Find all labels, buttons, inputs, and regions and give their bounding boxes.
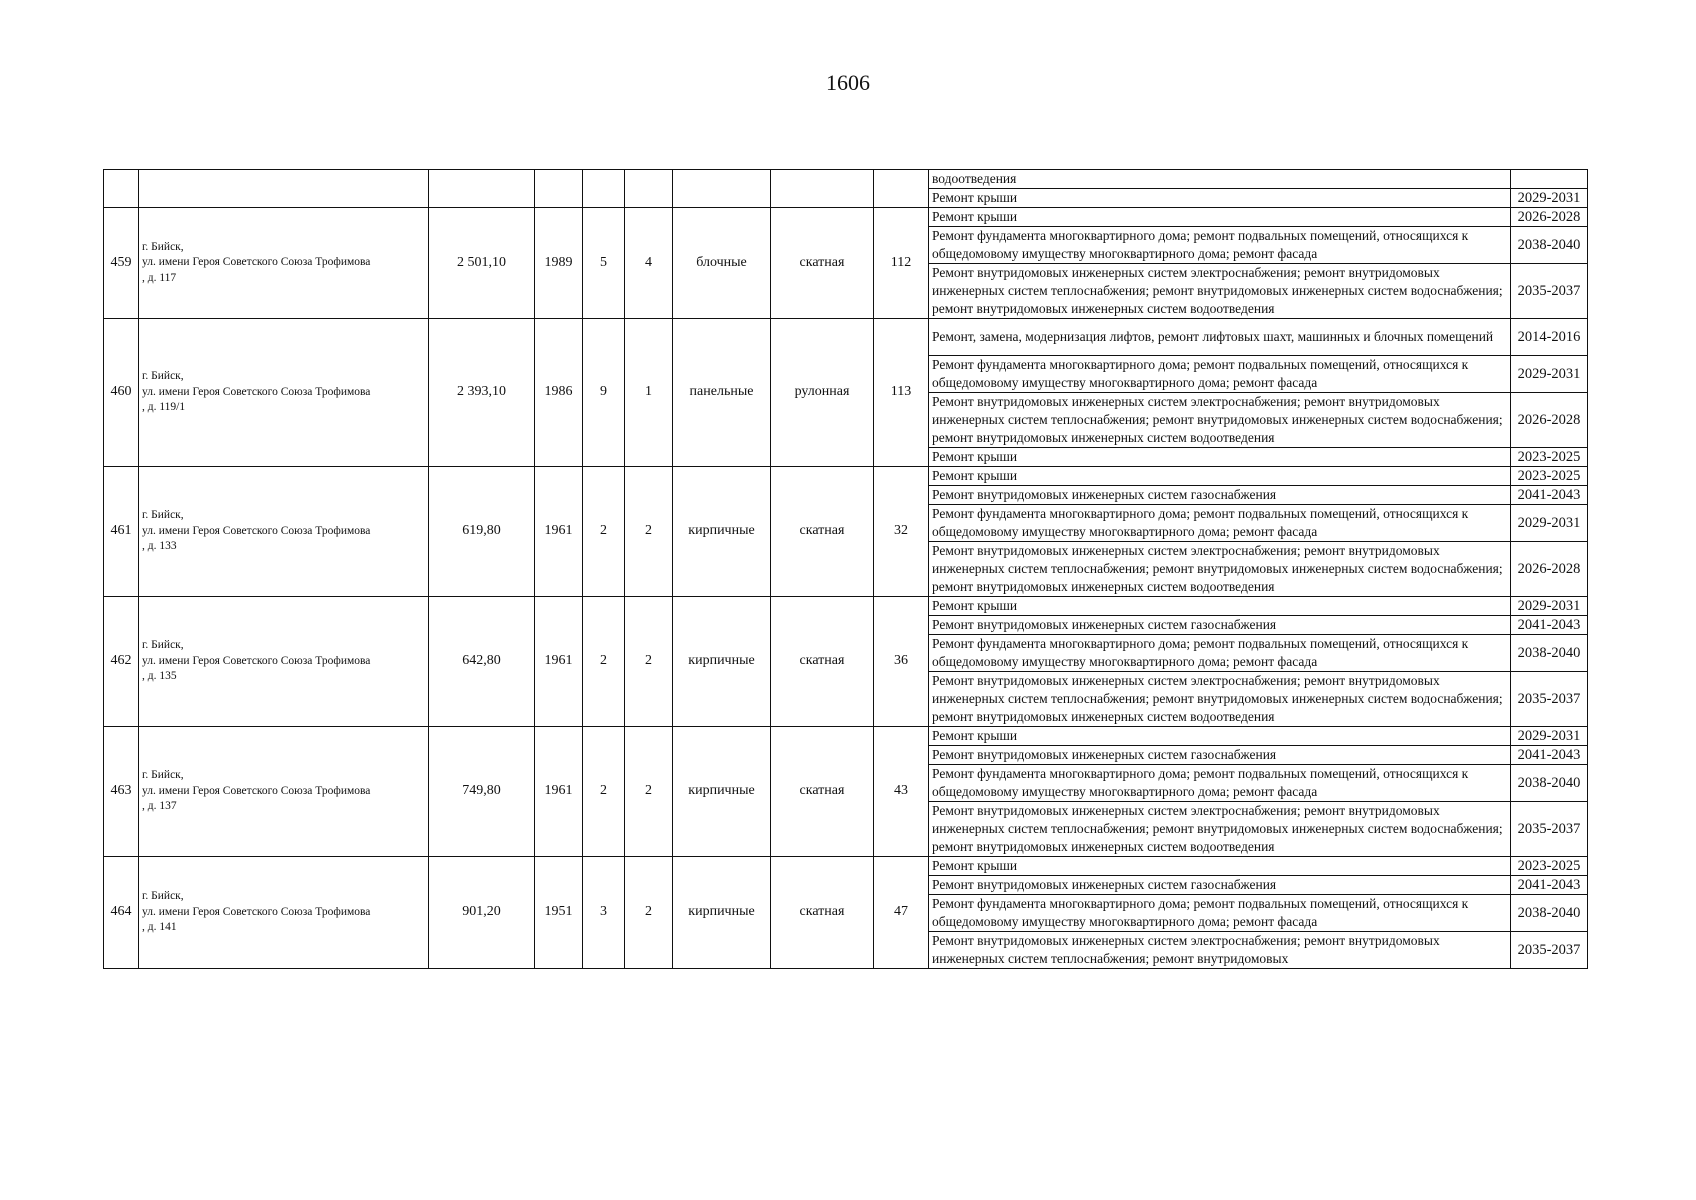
repair-schedule-table bbox=[103, 169, 1588, 969]
floor-count: 9 bbox=[583, 319, 625, 467]
work-type-cell: Ремонт фундамента многоквартирного дома; ремонт подвальных помещений, относящихся к общедомовому имуществу многоквартирного дома; ремонт фасада bbox=[929, 765, 1511, 802]
work-type-cell: Ремонт фундамента многоквартирного дома; ремонт подвальных помещений, относящихся к общедомовому имуществу многоквартирного дома; ремонт фасада bbox=[929, 505, 1511, 542]
period-cell: 2038-2040 bbox=[1511, 635, 1588, 672]
work-type-cell: Ремонт фундамента многоквартирного дома; ремонт подвальных помещений, относящихся к общедомовому имуществу многоквартирного дома; ремонт фасада bbox=[929, 895, 1511, 932]
house-number: 459 bbox=[104, 208, 139, 319]
house-row bbox=[104, 597, 1588, 616]
empty-cell bbox=[874, 170, 929, 208]
work-type-cell: Ремонт крыши bbox=[929, 189, 1511, 208]
build-year: 1961 bbox=[535, 467, 583, 597]
entrance-count: 4 bbox=[625, 208, 673, 319]
work-type-cell: Ремонт внутридомовых инженерных систем электроснабжения; ремонт внутридомовых инженерных систем теплоснабжения; ремонт внутридомовых bbox=[929, 932, 1511, 969]
floor-count: 3 bbox=[583, 857, 625, 969]
period-cell: 2029-2031 bbox=[1511, 189, 1588, 208]
period-cell: 2029-2031 bbox=[1511, 727, 1588, 746]
work-type-cell: Ремонт внутридомовых инженерных систем газоснабжения bbox=[929, 876, 1511, 895]
empty-cell bbox=[771, 170, 874, 208]
empty-cell bbox=[625, 170, 673, 208]
address-line: г. Бийск, bbox=[142, 639, 184, 652]
period-cell: 2026-2028 bbox=[1511, 208, 1588, 227]
address-line: ул. имени Героя Советского Союза Трофимова bbox=[142, 524, 371, 537]
floor-count: 5 bbox=[583, 208, 625, 319]
apartment-count: 36 bbox=[874, 597, 929, 727]
wall-material: панельные bbox=[673, 319, 771, 467]
period-cell: 2041-2043 bbox=[1511, 486, 1588, 505]
entrance-count: 2 bbox=[625, 727, 673, 857]
total-area: 619,80 bbox=[429, 467, 535, 597]
floor-count: 2 bbox=[583, 727, 625, 857]
wall-material: блочные bbox=[673, 208, 771, 319]
empty-cell bbox=[429, 170, 535, 208]
period-cell bbox=[1511, 170, 1588, 189]
house-address bbox=[139, 727, 429, 857]
house-number: 462 bbox=[104, 597, 139, 727]
build-year: 1961 bbox=[535, 727, 583, 857]
floor-count: 2 bbox=[583, 467, 625, 597]
work-type-cell: Ремонт крыши bbox=[929, 597, 1511, 616]
period-cell: 2026-2028 bbox=[1511, 542, 1588, 597]
house-address bbox=[139, 208, 429, 319]
house-number: 461 bbox=[104, 467, 139, 597]
work-type-cell: Ремонт внутридомовых инженерных систем электроснабжения; ремонт внутридомовых инженерных систем теплоснабжения; ремонт внутридомовых инженерных систем водоснабжения; ремонт внутридомовых инженерных систем водоотведения bbox=[929, 393, 1511, 448]
empty-cell bbox=[139, 170, 429, 208]
empty-cell bbox=[535, 170, 583, 208]
wall-material: кирпичные bbox=[673, 727, 771, 857]
work-type-cell: Ремонт внутридомовых инженерных систем электроснабжения; ремонт внутридомовых инженерных систем теплоснабжения; ремонт внутридомовых инженерных систем водоснабжения; ремонт внутридомовых инженерных систем водоотведения bbox=[929, 802, 1511, 857]
entrance-count: 2 bbox=[625, 597, 673, 727]
address-line: , д. 141 bbox=[142, 921, 177, 934]
empty-cell bbox=[104, 170, 139, 208]
address-line: ул. имени Героя Советского Союза Трофимова bbox=[142, 784, 371, 797]
address-line: , д. 133 bbox=[142, 540, 177, 553]
work-type-cell: Ремонт крыши bbox=[929, 448, 1511, 467]
build-year: 1986 bbox=[535, 319, 583, 467]
build-year: 1951 bbox=[535, 857, 583, 969]
house-row bbox=[104, 319, 1588, 356]
work-type-cell: Ремонт внутридомовых инженерных систем газоснабжения bbox=[929, 486, 1511, 505]
period-cell: 2023-2025 bbox=[1511, 448, 1588, 467]
period-cell: 2014-2016 bbox=[1511, 319, 1588, 356]
empty-cell bbox=[583, 170, 625, 208]
total-area: 642,80 bbox=[429, 597, 535, 727]
house-address bbox=[139, 857, 429, 969]
address-line: ул. имени Героя Советского Союза Трофимова bbox=[142, 256, 371, 269]
period-cell: 2023-2025 bbox=[1511, 857, 1588, 876]
address-line: г. Бийск, bbox=[142, 370, 184, 383]
house-row bbox=[104, 857, 1588, 876]
roof-type: скатная bbox=[771, 727, 874, 857]
total-area: 901,20 bbox=[429, 857, 535, 969]
apartment-count: 47 bbox=[874, 857, 929, 969]
address-line: ул. имени Героя Советского Союза Трофимова bbox=[142, 905, 371, 918]
work-type-cell: Ремонт, замена, модернизация лифтов, ремонт лифтовых шахт, машинных и блочных помещений bbox=[929, 319, 1511, 356]
work-type-cell: Ремонт внутридомовых инженерных систем газоснабжения bbox=[929, 746, 1511, 765]
house-number: 460 bbox=[104, 319, 139, 467]
address-line: , д. 117 bbox=[142, 271, 177, 284]
period-cell: 2026-2028 bbox=[1511, 393, 1588, 448]
page-number: 1606 bbox=[826, 70, 870, 95]
period-cell: 2029-2031 bbox=[1511, 505, 1588, 542]
house-row bbox=[104, 727, 1588, 746]
address-line: ул. имени Героя Советского Союза Трофимова bbox=[142, 385, 371, 398]
entrance-count: 1 bbox=[625, 319, 673, 467]
registry-body bbox=[104, 170, 1588, 969]
wall-material: кирпичные bbox=[673, 467, 771, 597]
total-area: 749,80 bbox=[429, 727, 535, 857]
apartment-count: 113 bbox=[874, 319, 929, 467]
house-address bbox=[139, 467, 429, 597]
entrance-count: 2 bbox=[625, 467, 673, 597]
roof-type: скатная bbox=[771, 208, 874, 319]
work-type-cell: водоотведения bbox=[929, 170, 1511, 189]
period-cell: 2041-2043 bbox=[1511, 616, 1588, 635]
house-number: 464 bbox=[104, 857, 139, 969]
period-cell: 2035-2037 bbox=[1511, 802, 1588, 857]
work-type-cell: Ремонт фундамента многоквартирного дома; ремонт подвальных помещений, относящихся к общедомовому имуществу многоквартирного дома; ремонт фасада bbox=[929, 635, 1511, 672]
period-cell: 2023-2025 bbox=[1511, 467, 1588, 486]
roof-type: скатная bbox=[771, 597, 874, 727]
period-cell: 2029-2031 bbox=[1511, 356, 1588, 393]
address-line: ул. имени Героя Советского Союза Трофимова bbox=[142, 654, 371, 667]
period-cell: 2041-2043 bbox=[1511, 876, 1588, 895]
roof-type: скатная bbox=[771, 467, 874, 597]
floor-count: 2 bbox=[583, 597, 625, 727]
continuation-row bbox=[104, 170, 1588, 189]
address-line: г. Бийск, bbox=[142, 240, 184, 253]
build-year: 1989 bbox=[535, 208, 583, 319]
work-type-cell: Ремонт крыши bbox=[929, 857, 1511, 876]
period-cell: 2035-2037 bbox=[1511, 932, 1588, 969]
house-address bbox=[139, 319, 429, 467]
total-area: 2 501,10 bbox=[429, 208, 535, 319]
work-type-cell: Ремонт крыши bbox=[929, 467, 1511, 486]
address-line: г. Бийск, bbox=[142, 769, 184, 782]
roof-type: рулонная bbox=[771, 319, 874, 467]
work-type-cell: Ремонт фундамента многоквартирного дома; ремонт подвальных помещений, относящихся к общедомовому имуществу многоквартирного дома; ремонт фасада bbox=[929, 227, 1511, 264]
wall-material: кирпичные bbox=[673, 597, 771, 727]
total-area: 2 393,10 bbox=[429, 319, 535, 467]
house-row bbox=[104, 208, 1588, 227]
house-row bbox=[104, 467, 1588, 486]
work-type-cell: Ремонт крыши bbox=[929, 727, 1511, 746]
roof-type: скатная bbox=[771, 857, 874, 969]
period-cell: 2029-2031 bbox=[1511, 597, 1588, 616]
work-type-cell: Ремонт фундамента многоквартирного дома; ремонт подвальных помещений, относящихся к общедомовому имуществу многоквартирного дома; ремонт фасада bbox=[929, 356, 1511, 393]
work-type-cell: Ремонт внутридомовых инженерных систем газоснабжения bbox=[929, 616, 1511, 635]
apartment-count: 32 bbox=[874, 467, 929, 597]
period-cell: 2038-2040 bbox=[1511, 227, 1588, 264]
address-line: , д. 135 bbox=[142, 670, 177, 683]
period-cell: 2041-2043 bbox=[1511, 746, 1588, 765]
work-type-cell: Ремонт внутридомовых инженерных систем электроснабжения; ремонт внутридомовых инженерных систем теплоснабжения; ремонт внутридомовых инженерных систем водоснабжения; ремонт внутридомовых инженерных систем водоотведения bbox=[929, 542, 1511, 597]
apartment-count: 112 bbox=[874, 208, 929, 319]
empty-cell bbox=[673, 170, 771, 208]
period-cell: 2035-2037 bbox=[1511, 264, 1588, 319]
period-cell: 2038-2040 bbox=[1511, 765, 1588, 802]
build-year: 1961 bbox=[535, 597, 583, 727]
work-type-cell: Ремонт крыши bbox=[929, 208, 1511, 227]
apartment-count: 43 bbox=[874, 727, 929, 857]
work-type-cell: Ремонт внутридомовых инженерных систем электроснабжения; ремонт внутридомовых инженерных систем теплоснабжения; ремонт внутридомовых инженерных систем водоснабжения; ремонт внутридомовых инженерных систем водоотведения bbox=[929, 264, 1511, 319]
period-cell: 2038-2040 bbox=[1511, 895, 1588, 932]
address-line: , д. 137 bbox=[142, 800, 177, 813]
wall-material: кирпичные bbox=[673, 857, 771, 969]
address-line: , д. 119/1 bbox=[142, 401, 186, 414]
house-address bbox=[139, 597, 429, 727]
address-line: г. Бийск, bbox=[142, 509, 184, 522]
address-line: г. Бийск, bbox=[142, 890, 184, 903]
period-cell: 2035-2037 bbox=[1511, 672, 1588, 727]
work-type-cell: Ремонт внутридомовых инженерных систем электроснабжения; ремонт внутридомовых инженерных систем теплоснабжения; ремонт внутридомовых инженерных систем водоснабжения; ремонт внутридомовых инженерных систем водоотведения bbox=[929, 672, 1511, 727]
entrance-count: 2 bbox=[625, 857, 673, 969]
house-number: 463 bbox=[104, 727, 139, 857]
